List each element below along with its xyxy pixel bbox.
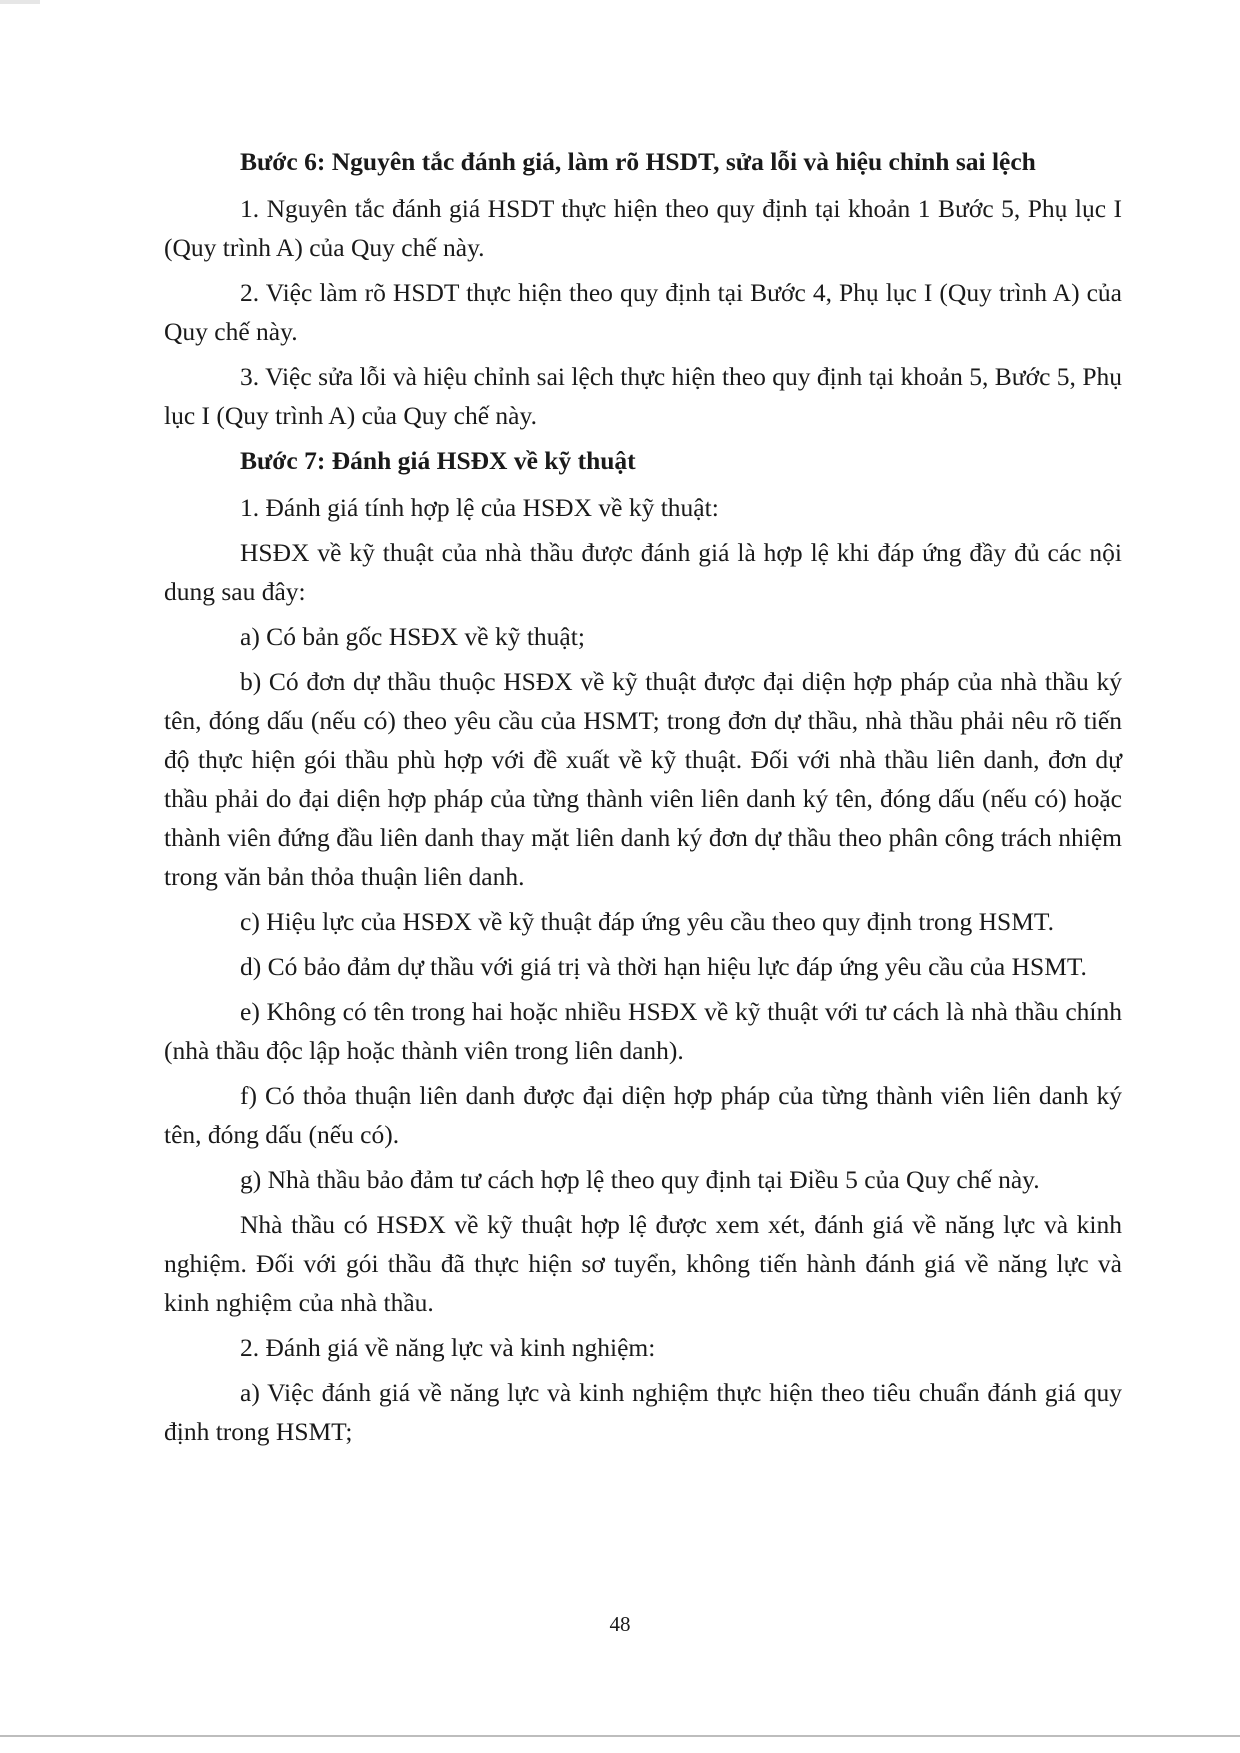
document-body [164,142,1122,1457]
list-item-d: d) Có bảo đảm dự thầu với giá trị và thời hạn hiệu lực đáp ứng yêu cầu của HSMT. [240,952,1087,981]
list-item-c: c) Hiệu lực của HSĐX về kỹ thuật đáp ứng yêu cầu theo quy định trong HSMT. [240,907,1054,936]
list-item-b: b) Có đơn dự thầu thuộc HSĐX về kỹ thuật được đại diện hợp pháp của nhà thầu ký tên, đóng dấu (nếu có) theo yêu cầu của HSMT; trong đơn dự thầu, nhà thầu phải nêu rõ tiến độ thực hiện gói thầu phù hợp với đề xuất về kỹ thuật. Đối với nhà thầu liên danh, đơn dự thầu phải do đại diện hợp pháp của từng thành viên liên danh ký tên, đóng dấu (nếu có) hoặc thành viên đứng đầu liên danh thay mặt liên danh ký đơn dự thầu theo phân công trách nhiệm trong văn bản thỏa thuận liên danh. [164,667,1122,891]
list-item-f: f) Có thỏa thuận liên danh được đại diện hợp pháp của từng thành viên liên danh ký tên, đóng dấu (nếu có). [164,1081,1122,1149]
heading-step-6: Bước 6: Nguyên tắc đánh giá, làm rõ HSDT, sửa lỗi và hiệu chỉnh sai lệch [240,147,1036,176]
paragraph-validity-conditions: HSĐX về kỹ thuật của nhà thầu được đánh giá là hợp lệ khi đáp ứng đầy đủ các nội dung sau đây: [164,538,1122,606]
heading-step-7: Bước 7: Đánh giá HSĐX về kỹ thuật [240,446,636,475]
paragraph-error-correction: 3. Việc sửa lỗi và hiệu chỉnh sai lệch thực hiện theo quy định tại khoản 5, Bước 5, Phụ lục I (Quy trình A) của Quy chế này. [164,362,1122,430]
list-item-a: a) Có bản gốc HSĐX về kỹ thuật; [240,622,585,651]
paragraph-principles: 1. Nguyên tắc đánh giá HSDT thực hiện theo quy định tại khoản 1 Bước 5, Phụ lục I (Quy trình A) của Quy chế này. [164,194,1122,262]
list-item-g: g) Nhà thầu bảo đảm tư cách hợp lệ theo quy định tại Điều 5 của Quy chế này. [240,1165,1040,1194]
scan-bottom-edge [0,1735,1240,1737]
paragraph-validity-evaluation: 1. Đánh giá tính hợp lệ của HSĐX về kỹ thuật: [240,493,719,522]
page-number: 48 [609,1612,631,1636]
list-item-2a: a) Việc đánh giá về năng lực và kinh nghiệm thực hiện theo tiêu chuẩn đánh giá quy định trong HSMT; [164,1378,1122,1446]
list-item-e: e) Không có tên trong hai hoặc nhiều HSĐX về kỹ thuật với tư cách là nhà thầu chính (nhà thầu độc lập hoặc thành viên trong liên danh). [164,997,1122,1065]
paragraph-capacity-experience: 2. Đánh giá về năng lực và kinh nghiệm: [240,1333,656,1362]
paragraph-qualified-bidders: Nhà thầu có HSĐX về kỹ thuật hợp lệ được xem xét, đánh giá về năng lực và kinh nghiệm. Đối với gói thầu đã thực hiện sơ tuyển, không tiến hành đánh giá về năng lực và kinh nghiệm của nhà thầu. [164,1210,1122,1317]
scan-artifact [0,0,40,4]
paragraph-clarification: 2. Việc làm rõ HSDT thực hiện theo quy định tại Bước 4, Phụ lục I (Quy trình A) của Quy chế này. [164,278,1122,346]
